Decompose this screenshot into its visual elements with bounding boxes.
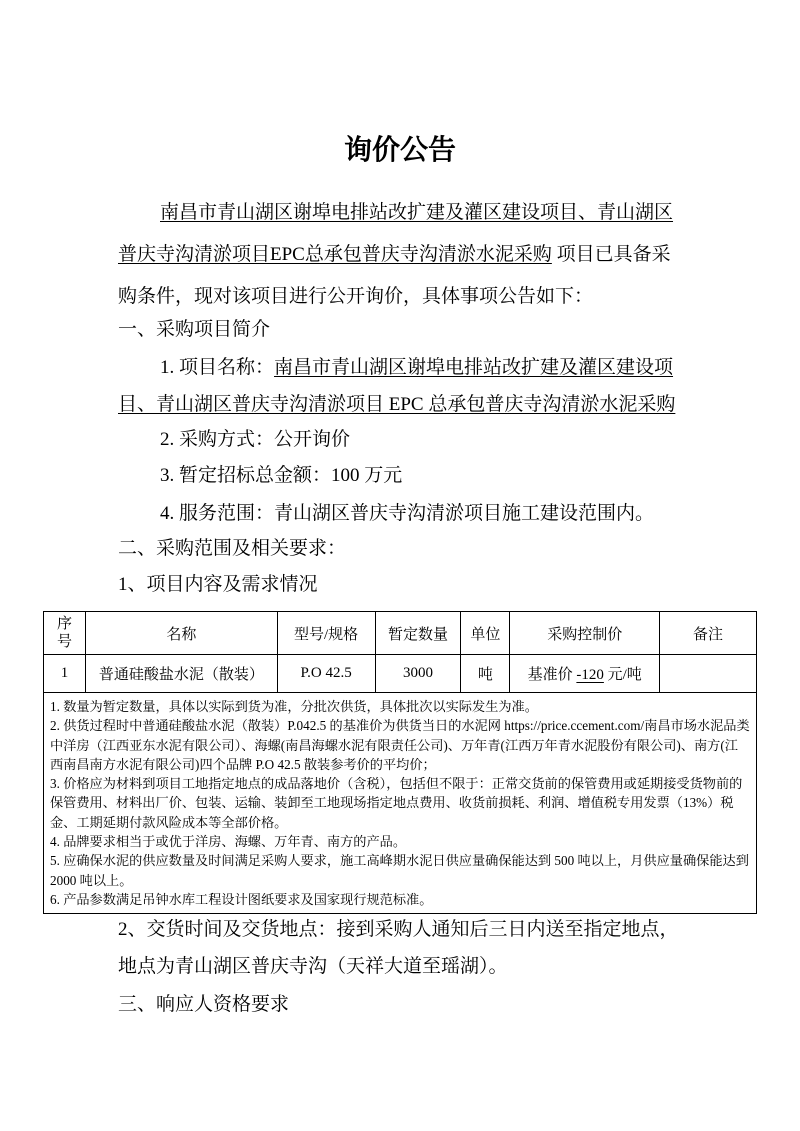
item-amount: 3. 暂定招标总金额：100 万元 xyxy=(160,465,403,486)
header-cell: 暂定数量 xyxy=(375,612,461,655)
project-name-underlined: 普庆寺沟清淤项目EPC总承包普庆寺沟清淤水泥采购 xyxy=(118,244,552,265)
item-project-name xyxy=(160,356,673,380)
note: 3. 价格应为材料到项目工地指定地点的成品落地价（含税），包括但不限于：正常交货前的保管费用或延期接受货物前的保管费用、材料出厂价、包装、运输、装卸至工地现场指定地点费用、收货前损耗、利润、增值税专用发票（13%）税金、工期延期付款风险成本等全部价格。 xyxy=(50,776,743,830)
project-name-value: 南昌市青山湖区谢埠电排站改扩建及灌区建设项 xyxy=(274,357,674,378)
cell-no: 1 xyxy=(44,655,86,693)
header-cell: 采购控制价 xyxy=(510,612,660,655)
table-row xyxy=(44,655,757,693)
header-cell: 备注 xyxy=(660,612,757,655)
table-notes-row xyxy=(44,693,757,914)
intro-text: 项目已具备采 xyxy=(551,244,671,265)
intro-line: 购条件，现对该项目进行公开询价，具体事项公告如下： xyxy=(118,286,594,307)
header-cell: 序号 xyxy=(44,612,86,655)
header-cell: 型号/规格 xyxy=(277,612,375,655)
table-header-row xyxy=(44,612,757,655)
intro-line xyxy=(160,201,673,225)
subsection-heading: 1、项目内容及需求情况 xyxy=(118,574,318,595)
header-cell: 名称 xyxy=(85,612,277,655)
section-heading: 二、采购范围及相关要求： xyxy=(118,538,347,559)
note: 1. 数量为暂定数量，具体以实际到货为准，分批次供货，具体批次以实际发生为准。 xyxy=(50,699,538,714)
cell-spec: P.O 42.5 xyxy=(277,655,375,693)
item-method: 2. 采购方式：公开询价 xyxy=(160,429,351,450)
project-name-value: 目、青山湖区普庆寺沟清淤项目 EPC 总承包普庆寺沟清淤水泥采购 xyxy=(118,394,676,415)
price-value: -120 xyxy=(576,667,604,683)
delivery-line: 地点为青山湖区普庆寺沟（天祥大道至瑶湖）。 xyxy=(118,956,508,977)
note: 4. 品牌要求相当于或优于洋房、海螺、万年青、南方的产品。 xyxy=(50,834,407,850)
item-scope: 4. 服务范围：青山湖区普庆寺沟清淤项目施工建设范围内。 xyxy=(160,503,655,524)
header-cell: 单位 xyxy=(461,612,510,655)
requirements-table xyxy=(43,611,757,914)
section-heading: 一、采购项目简介 xyxy=(118,319,271,340)
section-heading: 三、响应人资格要求 xyxy=(118,994,290,1015)
note: 2. 供货过程时中普通硅酸盐水泥（散装）P.042.5 的基准价为供货当日的水泥网 https://price.ccement.com/南昌市场水泥品类中洋房（江西亚东水泥有限公司）、海螺(南昌海螺水泥有限责任公司)、万年青(江西万年青水泥股份有限公司)、南方(江西南昌南方水泥有限公司)四个品牌 P.O 42.5 散装参考价的平均价； xyxy=(50,718,750,772)
price-suffix: 元/吨 xyxy=(603,667,642,683)
note: 6. 产品参数满足吊钟水库工程设计图纸要求及国家现行规范标准。 xyxy=(50,891,433,907)
intro-line xyxy=(118,243,671,267)
cell-price xyxy=(510,655,660,693)
page-title: 询价公告 xyxy=(343,135,456,166)
delivery-line: 2、交货时间及交货地点：接到采购人通知后三日内送至指定地点， xyxy=(118,919,679,940)
cell-unit: 吨 xyxy=(461,655,510,693)
cell-remark xyxy=(660,655,757,693)
item-label: 1. 项目名称： xyxy=(160,357,275,378)
item-project-name-cont xyxy=(118,393,675,417)
cell-name: 普通硅酸盐水泥（散装） xyxy=(85,655,277,693)
project-name-underlined: 南昌市青山湖区谢埠电排站改扩建及灌区建设项目、青山湖区 xyxy=(160,202,674,223)
notes-cell xyxy=(44,693,757,914)
note: 5. 应确保水泥的供应数量及时间满足采购人要求，施工高峰期水泥日供应量确保能达到 500 吨以上，月供应量确保能达到 2000 吨以上。 xyxy=(50,853,749,888)
cell-qty: 3000 xyxy=(375,655,461,693)
price-prefix: 基准价 xyxy=(527,667,577,683)
